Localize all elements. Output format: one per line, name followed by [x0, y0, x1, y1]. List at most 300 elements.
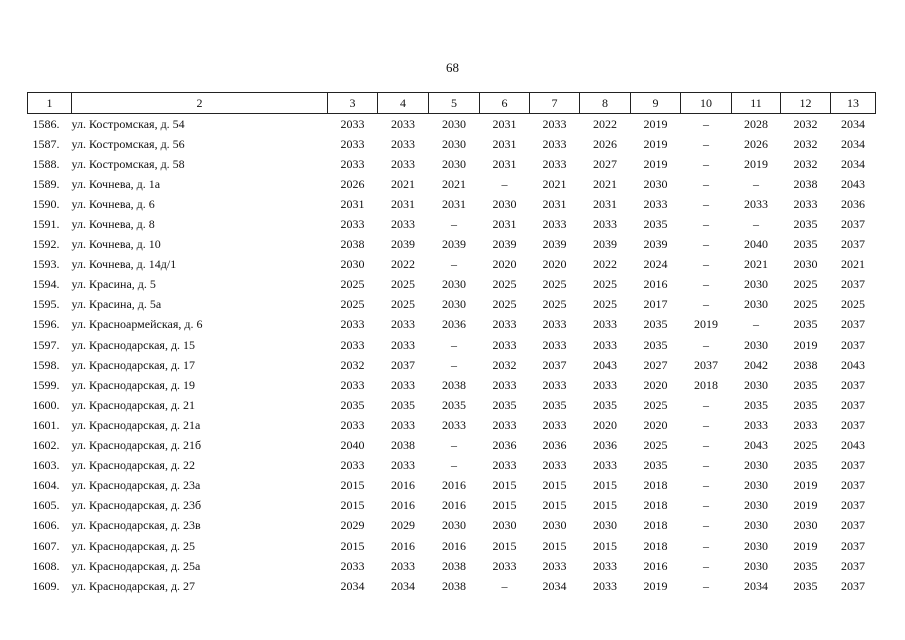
year-cell-col-8: 2025: [593, 277, 617, 292]
year-cell-col-8: 2033: [593, 377, 617, 392]
year-cell-col-10: –: [703, 217, 709, 232]
year-cell-col-12: 2035: [793, 317, 818, 332]
table-row: [28, 415, 876, 435]
address-cell: ул. Кочнева, д. 8: [71, 217, 155, 232]
row-number: 1606.: [32, 518, 60, 533]
year-cell-col-8: 2015: [593, 478, 617, 493]
year-cell-col-7: 2039: [542, 237, 567, 252]
table-row: [28, 214, 876, 234]
year-cell-col-9: 2027: [643, 357, 668, 372]
year-cell-col-13: 2037: [841, 277, 865, 292]
row-number: 1607.: [32, 538, 60, 553]
year-cell-col-8: 2022: [593, 257, 617, 272]
year-cell-col-3: 2035: [340, 397, 365, 412]
year-cell-col-3: 2033: [340, 337, 365, 352]
year-cell-col-4: 2035: [391, 397, 415, 412]
year-cell-col-13: 2021: [841, 257, 865, 272]
year-cell-col-6: –: [501, 578, 508, 593]
year-cell-col-9: 2018: [643, 478, 668, 493]
year-cell-col-8: 2022: [593, 116, 617, 131]
year-cell-col-5: 2030: [442, 277, 466, 292]
year-cell-col-4: 2033: [391, 217, 415, 232]
year-cell-col-8: 2033: [593, 217, 617, 232]
repair-schedule-table: [27, 92, 876, 596]
year-cell-col-10: –: [703, 417, 709, 432]
address-cell: ул. Костромская, д. 54: [71, 116, 185, 131]
year-cell-col-10: –: [703, 176, 709, 191]
year-cell-col-5: 2030: [442, 518, 466, 533]
year-cell-col-9: 2019: [643, 116, 668, 131]
year-cell-col-12: 2033: [793, 417, 818, 432]
page-number: 68: [446, 60, 459, 75]
year-cell-col-7: 2033: [542, 377, 567, 392]
year-cell-col-5: 2016: [442, 478, 466, 493]
row-number: 1600.: [32, 397, 60, 412]
year-cell-col-13: 2037: [841, 578, 865, 593]
year-cell-col-3: 2033: [340, 558, 365, 573]
year-cell-col-7: 2033: [542, 116, 567, 131]
table-row: [28, 476, 876, 496]
year-cell-col-4: 2016: [391, 478, 415, 493]
year-cell-col-11: 2033: [744, 417, 768, 432]
year-cell-col-6: 2033: [492, 377, 517, 392]
year-cell-col-7: 2033: [542, 136, 567, 151]
row-number: 1602.: [32, 438, 60, 453]
year-cell-col-3: 2033: [340, 116, 365, 131]
year-cell-col-12: 2035: [793, 578, 818, 593]
year-cell-col-9: 2039: [643, 237, 668, 252]
year-cell-col-10: –: [703, 297, 709, 312]
year-cell-col-9: 2020: [643, 377, 668, 392]
row-number: 1586.: [32, 116, 60, 131]
column-header-8: 8: [580, 93, 631, 114]
address-cell: ул. Костромская, д. 58: [71, 156, 185, 171]
year-cell-col-8: 2039: [593, 237, 617, 252]
year-cell-col-9: 2017: [643, 297, 668, 312]
table-header: [28, 93, 876, 114]
address-cell: ул. Красина, д. 5: [71, 277, 156, 292]
year-cell-col-9: 2035: [643, 317, 668, 332]
address-cell: ул. Краснодарская, д. 21а: [71, 417, 201, 432]
year-cell-col-9: 2018: [643, 498, 668, 513]
row-number: 1604.: [32, 478, 60, 493]
year-cell-col-3: 2040: [340, 438, 365, 453]
year-cell-col-6: –: [501, 176, 508, 191]
year-cell-col-12: 2032: [793, 116, 818, 131]
year-cell-col-7: 2031: [542, 196, 567, 211]
year-cell-col-10: –: [703, 518, 709, 533]
year-cell-col-7: 2030: [542, 518, 567, 533]
year-cell-col-7: 2021: [542, 176, 567, 191]
year-cell-col-7: 2015: [542, 478, 567, 493]
table-row: [28, 194, 876, 214]
year-cell-col-4: 2037: [391, 357, 415, 372]
year-cell-col-3: 2033: [340, 458, 365, 473]
year-cell-col-8: 2015: [593, 538, 617, 553]
year-cell-col-11: 2030: [744, 277, 768, 292]
year-cell-col-5: 2039: [442, 237, 466, 252]
row-number: 1589.: [32, 176, 60, 191]
year-cell-col-7: 2033: [542, 458, 567, 473]
year-cell-col-11: 2040: [744, 237, 768, 252]
table-row: [28, 255, 876, 275]
year-cell-col-3: 2015: [340, 498, 365, 513]
year-cell-col-13: 2037: [841, 417, 865, 432]
year-cell-col-3: 2033: [340, 156, 365, 171]
row-number: 1609.: [32, 578, 60, 593]
year-cell-col-13: 2037: [841, 217, 865, 232]
address-cell: ул. Краснодарская, д. 27: [71, 578, 196, 593]
row-number: 1594.: [32, 277, 60, 292]
row-number: 1598.: [32, 357, 60, 372]
year-cell-col-3: 2032: [340, 357, 365, 372]
year-cell-col-4: 2025: [391, 277, 415, 292]
year-cell-col-4: 2029: [391, 518, 415, 533]
year-cell-col-13: 2025: [841, 297, 865, 312]
year-cell-col-13: 2037: [841, 478, 865, 493]
year-cell-col-5: 2033: [442, 417, 466, 432]
year-cell-col-12: 2038: [793, 176, 818, 191]
year-cell-col-13: 2037: [841, 458, 865, 473]
year-cell-col-4: 2033: [391, 337, 415, 352]
year-cell-col-11: 2026: [744, 136, 768, 151]
year-cell-col-12: 2032: [793, 156, 818, 171]
year-cell-col-7: 2015: [542, 498, 567, 513]
year-cell-col-11: 2035: [744, 397, 768, 412]
year-cell-col-10: –: [703, 257, 709, 272]
year-cell-col-11: 2028: [744, 116, 768, 131]
year-cell-col-10: –: [703, 156, 709, 171]
table-row: [28, 496, 876, 516]
year-cell-col-7: 2037: [542, 357, 567, 372]
year-cell-col-9: 2024: [643, 257, 668, 272]
row-number: 1596.: [32, 317, 60, 332]
table-body: [28, 114, 876, 597]
row-number: 1608.: [32, 558, 60, 573]
table-row: [28, 275, 876, 295]
year-cell-col-5: 2021: [442, 176, 466, 191]
header-row: [28, 93, 876, 114]
year-cell-col-5: 2016: [442, 538, 466, 553]
year-cell-col-4: 2033: [391, 116, 415, 131]
year-cell-col-12: 2033: [793, 196, 818, 211]
year-cell-col-9: 2016: [643, 558, 668, 573]
year-cell-col-7: 2020: [542, 257, 567, 272]
table-row: [28, 375, 876, 395]
address-cell: ул. Кочнева, д. 1а: [71, 176, 161, 191]
year-cell-col-6: 2033: [492, 337, 517, 352]
year-cell-col-12: 2025: [793, 277, 818, 292]
table-row: [28, 295, 876, 315]
year-cell-col-10: –: [703, 458, 709, 473]
address-cell: ул. Краснодарская, д. 23в: [71, 518, 201, 533]
address-cell: ул. Красноармейская, д. 6: [71, 317, 203, 332]
year-cell-col-6: 2030: [492, 518, 517, 533]
year-cell-col-3: 2033: [340, 217, 365, 232]
table-row: [28, 114, 876, 135]
year-cell-col-6: 2032: [492, 357, 517, 372]
column-header-4: 4: [378, 93, 429, 114]
year-cell-col-12: 2019: [793, 478, 818, 493]
year-cell-col-6: 2036: [492, 438, 517, 453]
column-header-5: 5: [429, 93, 480, 114]
year-cell-col-8: 2036: [593, 438, 617, 453]
year-cell-col-5: 2030: [442, 136, 466, 151]
year-cell-col-11: 2033: [744, 196, 768, 211]
year-cell-col-5: 2038: [442, 578, 466, 593]
row-number: 1601.: [32, 417, 60, 432]
year-cell-col-13: 2043: [841, 176, 865, 191]
year-cell-col-3: 2015: [340, 538, 365, 553]
address-cell: ул. Кочнева, д. 14д/1: [71, 257, 177, 272]
year-cell-col-5: –: [451, 438, 457, 453]
year-cell-col-8: 2035: [593, 397, 617, 412]
year-cell-col-5: –: [451, 257, 457, 272]
table-row: [28, 355, 876, 375]
year-cell-col-3: 2033: [340, 417, 365, 432]
year-cell-col-6: 2020: [492, 257, 517, 272]
year-cell-col-3: 2025: [340, 297, 365, 312]
year-cell-col-9: 2019: [643, 578, 668, 593]
column-header-13: 13: [831, 93, 876, 114]
column-header-6: 6: [480, 93, 530, 114]
year-cell-col-6: 2025: [492, 277, 517, 292]
year-cell-col-8: 2033: [593, 337, 617, 352]
address-cell: ул. Краснодарская, д. 17: [71, 357, 196, 372]
year-cell-col-6: 2025: [492, 297, 517, 312]
year-cell-col-12: 2035: [793, 217, 818, 232]
year-cell-col-13: 2037: [841, 518, 865, 533]
year-cell-col-8: 2020: [593, 417, 617, 432]
year-cell-col-13: 2034: [841, 116, 865, 131]
year-cell-col-8: 2021: [593, 176, 617, 191]
year-cell-col-13: 2043: [841, 438, 865, 453]
year-cell-col-10: 2018: [694, 377, 718, 392]
year-cell-col-6: 2015: [492, 538, 517, 553]
year-cell-col-7: 2015: [542, 538, 567, 553]
year-cell-col-4: 2033: [391, 156, 415, 171]
year-cell-col-10: –: [703, 397, 709, 412]
year-cell-col-9: 2019: [643, 156, 668, 171]
table-row: [28, 134, 876, 154]
address-cell: ул. Костромская, д. 56: [71, 136, 185, 151]
year-cell-col-7: 2033: [542, 558, 567, 573]
year-cell-col-10: –: [703, 438, 709, 453]
year-cell-col-11: 2030: [744, 518, 768, 533]
year-cell-col-8: 2030: [593, 518, 617, 533]
table-row: [28, 556, 876, 576]
table-row: [28, 456, 876, 476]
year-cell-col-4: 2021: [391, 176, 415, 191]
row-number: 1599.: [32, 377, 60, 392]
row-number: 1595.: [32, 297, 60, 312]
year-cell-col-7: 2033: [542, 156, 567, 171]
address-cell: ул. Краснодарская, д. 19: [71, 377, 196, 392]
row-number: 1597.: [32, 337, 60, 352]
address-cell: ул. Красина, д. 5а: [71, 297, 162, 312]
year-cell-col-11: 2030: [744, 377, 768, 392]
year-cell-col-7: 2034: [542, 578, 567, 593]
year-cell-col-3: 2030: [340, 257, 365, 272]
year-cell-col-11: –: [753, 176, 759, 191]
year-cell-col-9: 2033: [643, 196, 668, 211]
year-cell-col-13: 2034: [841, 136, 865, 151]
year-cell-col-6: 2035: [492, 397, 517, 412]
row-number: 1590.: [32, 196, 60, 211]
year-cell-col-4: 2033: [391, 317, 415, 332]
table-row: [28, 516, 876, 536]
year-cell-col-8: 2027: [593, 156, 617, 171]
year-cell-col-12: 2038: [793, 357, 818, 372]
year-cell-col-9: 2035: [643, 337, 668, 352]
year-cell-col-12: 2019: [793, 337, 818, 352]
year-cell-col-5: –: [451, 458, 457, 473]
year-cell-col-8: 2026: [593, 136, 617, 151]
year-cell-col-7: 2033: [542, 317, 567, 332]
year-cell-col-10: –: [703, 136, 709, 151]
row-number: 1605.: [32, 498, 60, 513]
year-cell-col-7: 2025: [542, 297, 567, 312]
year-cell-col-6: 2039: [492, 237, 517, 252]
year-cell-col-12: 2035: [793, 458, 818, 473]
year-cell-col-6: 2033: [492, 458, 517, 473]
year-cell-col-9: 2018: [643, 538, 668, 553]
year-cell-col-11: 2021: [744, 257, 768, 272]
column-header-10: 10: [681, 93, 732, 114]
row-number: 1603.: [32, 458, 60, 473]
year-cell-col-4: 2016: [391, 538, 415, 553]
year-cell-col-5: –: [451, 337, 457, 352]
table-row: [28, 536, 876, 556]
year-cell-col-9: 2018: [643, 518, 668, 533]
year-cell-col-3: 2033: [340, 377, 365, 392]
table-row: [28, 576, 876, 596]
year-cell-col-11: –: [753, 217, 759, 232]
year-cell-col-10: –: [703, 498, 709, 513]
year-cell-col-11: 2042: [744, 357, 768, 372]
table-row: [28, 174, 876, 194]
year-cell-col-5: 2038: [442, 377, 466, 392]
table-row: [28, 235, 876, 255]
year-cell-col-12: 2030: [793, 518, 818, 533]
year-cell-col-8: 2033: [593, 578, 617, 593]
year-cell-col-12: 2032: [793, 136, 818, 151]
year-cell-col-10: –: [703, 337, 709, 352]
year-cell-col-3: 2034: [340, 578, 365, 593]
year-cell-col-6: 2031: [492, 136, 517, 151]
year-cell-col-12: 2019: [793, 538, 818, 553]
year-cell-col-10: –: [703, 116, 709, 131]
year-cell-col-3: 2026: [340, 176, 365, 191]
year-cell-col-7: 2025: [542, 277, 567, 292]
year-cell-col-7: 2033: [542, 217, 567, 232]
year-cell-col-7: 2036: [542, 438, 567, 453]
year-cell-col-5: 2038: [442, 558, 466, 573]
year-cell-col-6: 2031: [492, 116, 517, 131]
year-cell-col-10: 2037: [694, 357, 718, 372]
year-cell-col-5: 2035: [442, 397, 466, 412]
year-cell-col-12: 2035: [793, 558, 818, 573]
year-cell-col-6: 2030: [492, 196, 517, 211]
year-cell-col-5: 2030: [442, 297, 466, 312]
year-cell-col-11: 2030: [744, 478, 768, 493]
year-cell-col-11: 2030: [744, 297, 768, 312]
year-cell-col-11: 2030: [744, 558, 768, 573]
address-cell: ул. Краснодарская, д. 23а: [71, 478, 201, 493]
year-cell-col-8: 2031: [593, 196, 617, 211]
year-cell-col-12: 2035: [793, 237, 818, 252]
year-cell-col-4: 2033: [391, 458, 415, 473]
year-cell-col-13: 2034: [841, 156, 865, 171]
year-cell-col-7: 2033: [542, 337, 567, 352]
year-cell-col-9: 2019: [643, 136, 668, 151]
column-header-1: 1: [28, 93, 72, 114]
year-cell-col-3: 2029: [340, 518, 365, 533]
year-cell-col-3: 2015: [340, 478, 365, 493]
year-cell-col-4: 2033: [391, 417, 415, 432]
address-cell: ул. Краснодарская, д. 21б: [71, 438, 202, 453]
address-cell: ул. Краснодарская, д. 21: [71, 397, 196, 412]
year-cell-col-8: 2025: [593, 297, 617, 312]
year-cell-col-10: –: [703, 196, 709, 211]
year-cell-col-3: 2033: [340, 136, 365, 151]
year-cell-col-9: 2025: [643, 438, 668, 453]
row-number: 1587.: [32, 136, 60, 151]
year-cell-col-5: 2031: [442, 196, 466, 211]
address-cell: ул. Краснодарская, д. 25а: [71, 558, 201, 573]
year-cell-col-5: 2036: [442, 317, 466, 332]
year-cell-col-5: 2030: [442, 116, 466, 131]
year-cell-col-8: 2033: [593, 458, 617, 473]
year-cell-col-12: 2035: [793, 397, 818, 412]
row-number: 1592.: [32, 237, 60, 252]
table-row: [28, 154, 876, 174]
year-cell-col-3: 2033: [340, 317, 365, 332]
year-cell-col-10: –: [703, 578, 709, 593]
year-cell-col-13: 2036: [841, 196, 865, 211]
year-cell-col-13: 2043: [841, 357, 865, 372]
column-header-9: 9: [631, 93, 681, 114]
year-cell-col-12: 2030: [793, 257, 818, 272]
year-cell-col-4: 2033: [391, 558, 415, 573]
year-cell-col-4: 2033: [391, 377, 415, 392]
year-cell-col-3: 2031: [340, 196, 365, 211]
year-cell-col-7: 2035: [542, 397, 567, 412]
year-cell-col-8: 2033: [593, 558, 617, 573]
year-cell-col-6: 2015: [492, 478, 517, 493]
year-cell-col-8: 2015: [593, 498, 617, 513]
year-cell-col-11: –: [753, 317, 759, 332]
year-cell-col-13: 2037: [841, 317, 865, 332]
year-cell-col-10: –: [703, 538, 709, 553]
column-header-11: 11: [732, 93, 781, 114]
year-cell-col-9: 2025: [643, 397, 668, 412]
year-cell-col-7: 2033: [542, 417, 567, 432]
year-cell-col-6: 2033: [492, 317, 517, 332]
row-number: 1591.: [32, 217, 60, 232]
year-cell-col-5: –: [451, 217, 457, 232]
address-cell: ул. Краснодарская, д. 25: [71, 538, 196, 553]
year-cell-col-13: 2037: [841, 237, 865, 252]
year-cell-col-11: 2034: [744, 578, 768, 593]
year-cell-col-10: –: [703, 237, 709, 252]
year-cell-col-11: 2019: [744, 156, 768, 171]
table-row: [28, 335, 876, 355]
year-cell-col-13: 2037: [841, 498, 865, 513]
year-cell-col-11: 2043: [744, 438, 768, 453]
year-cell-col-4: 2033: [391, 136, 415, 151]
year-cell-col-10: 2019: [694, 317, 718, 332]
